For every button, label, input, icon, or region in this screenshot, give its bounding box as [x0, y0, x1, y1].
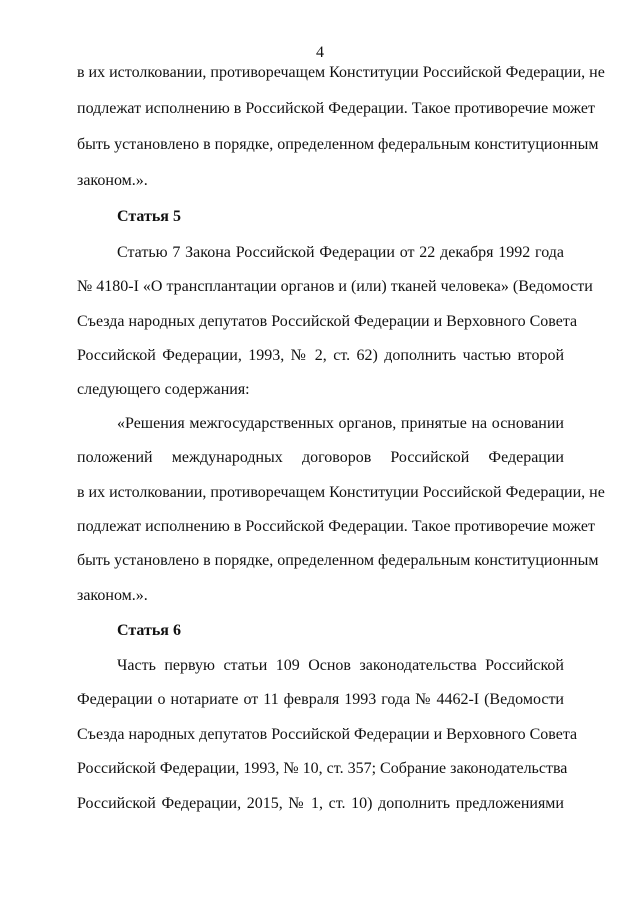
text-line: № 4180-I «О трансплантации органов и (или) тканей человека» (Ведомости — [77, 278, 593, 295]
text-line: быть установлено в порядке, определенном федеральным конституционным — [77, 136, 599, 153]
quoted-text-line: «Решения межгосударственных органов, принятые на основании — [117, 415, 564, 432]
text-line: Статью 7 Закона Российской Федерации от 22 декабря 1992 года — [117, 244, 564, 261]
text-line: Федерации о нотариате от 11 февраля 1993 года № 4462-I (Ведомости — [77, 691, 564, 708]
quoted-text-line: положений международных договоров Российской Федерации — [77, 449, 564, 466]
quoted-text-line: в их истолковании, противоречащем Конституции Российской Федерации, не — [77, 484, 605, 501]
text-line: подлежат исполнению в Российской Федерации. Такое противоречие может — [77, 100, 595, 117]
text-line: Часть первую статьи 109 Основ законодательства Российской — [117, 657, 564, 674]
text-line: Съезда народных депутатов Российской Федерации и Верховного Совета — [77, 726, 578, 743]
article-5-heading: Статья 5 — [117, 208, 181, 225]
page-number: 4 — [316, 44, 324, 61]
text-line: законом.». — [77, 172, 148, 189]
text-line: следующего содержания: — [77, 381, 250, 398]
quoted-text-line: подлежат исполнению в Российской Федерации. Такое противоречие может — [77, 518, 595, 535]
article-6-heading: Статья 6 — [117, 622, 181, 639]
quoted-text-line: быть установлено в порядке, определенном федеральным конституционным — [77, 552, 599, 569]
text-line: Российской Федерации, 1993, № 10, ст. 357; Собрание законодательства — [77, 760, 568, 777]
text-line: Съезда народных депутатов Российской Федерации и Верховного Совета — [77, 313, 578, 330]
text-line: Российской Федерации, 2015, № 1, ст. 10) дополнить предложениями — [77, 795, 564, 812]
text-line: Российской Федерации, 1993, № 2, ст. 62) дополнить частью второй — [77, 347, 564, 364]
text-line: в их истолковании, противоречащем Конституции Российской Федерации, не — [77, 64, 605, 81]
quoted-text-line: законом.». — [77, 587, 148, 604]
